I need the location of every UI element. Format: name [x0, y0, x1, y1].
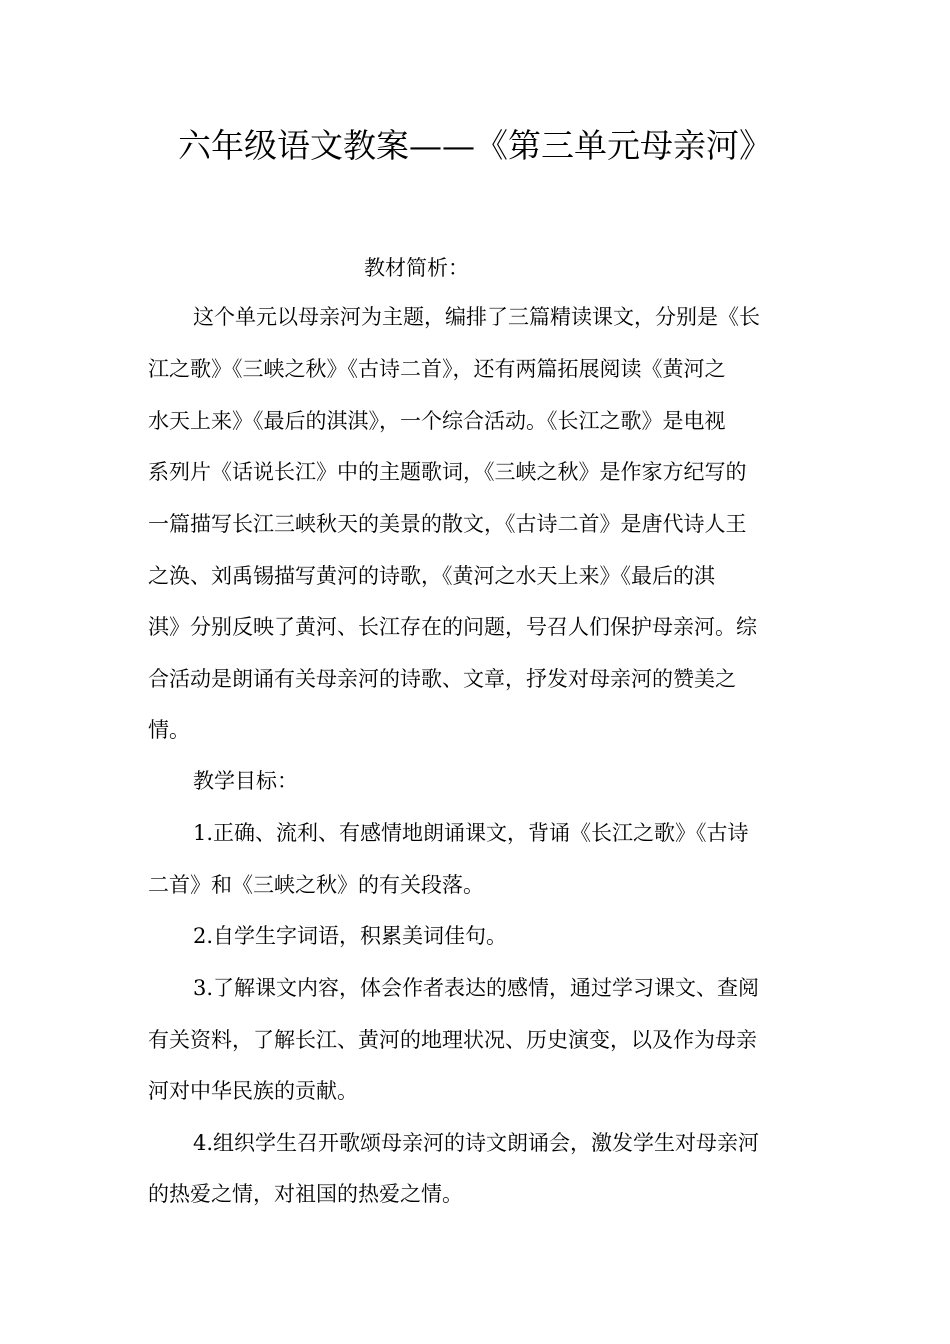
- goal-item-3-line: 河对中华民族的贡献。: [148, 1079, 358, 1103]
- goal-item-2-line: 2.自学生字词语，积累美词佳句。: [193, 924, 508, 948]
- goal-item-3-line: 有关资料，了解长江、黄河的地理状况、历史演变，以及作为母亲: [148, 1028, 757, 1052]
- paragraph-line: 这个单元以母亲河为主题，编排了三篇精读课文，分别是《长: [193, 305, 760, 329]
- materials-heading: 教材简析：: [364, 256, 469, 280]
- paragraph-line: 一篇描写长江三峡秋天的美景的散文，《古诗二首》是唐代诗人王: [148, 512, 747, 536]
- goal-item-1-line: 二首》和《三峡之秋》的有关段落。: [148, 873, 484, 897]
- paragraph-line: 水天上来》《最后的淇淇》，一个综合活动。《长江之歌》是电视: [148, 409, 726, 433]
- paragraph-line: 之涣、刘禹锡描写黄河的诗歌，《黄河之水天上来》《最后的淇: [148, 564, 715, 588]
- goal-item-4-line: 的热爱之情，对祖国的热爱之情。: [148, 1182, 463, 1206]
- paragraph-line: 系列片《话说长江》中的主题歌词，《三峡之秋》是作家方纪写的: [148, 460, 747, 484]
- document-title: 六年级语文教案——《第三单元母亲河》: [178, 126, 772, 165]
- goal-item-1-line: 1.正确、流利、有感情地朗诵课文，背诵《长江之歌》《古诗: [193, 821, 749, 845]
- goal-item-4-line: 4.组织学生召开歌颂母亲河的诗文朗诵会，激发学生对母亲河: [193, 1131, 760, 1155]
- goals-heading: 教学目标：: [193, 769, 298, 793]
- goal-item-3-line: 3.了解课文内容，体会作者表达的感情，通过学习课文、查阅: [193, 976, 760, 1000]
- paragraph-line: 江之歌》《三峡之秋》《古诗二首》，还有两篇拓展阅读《黄河之: [148, 357, 726, 381]
- paragraph-line: 淇》分别反映了黄河、长江存在的问题，号召人们保护母亲河。综: [148, 615, 757, 639]
- paragraph-line: 合活动是朗诵有关母亲河的诗歌、文章，抒发对母亲河的赞美之: [148, 667, 736, 691]
- paragraph-line: 情。: [148, 718, 190, 742]
